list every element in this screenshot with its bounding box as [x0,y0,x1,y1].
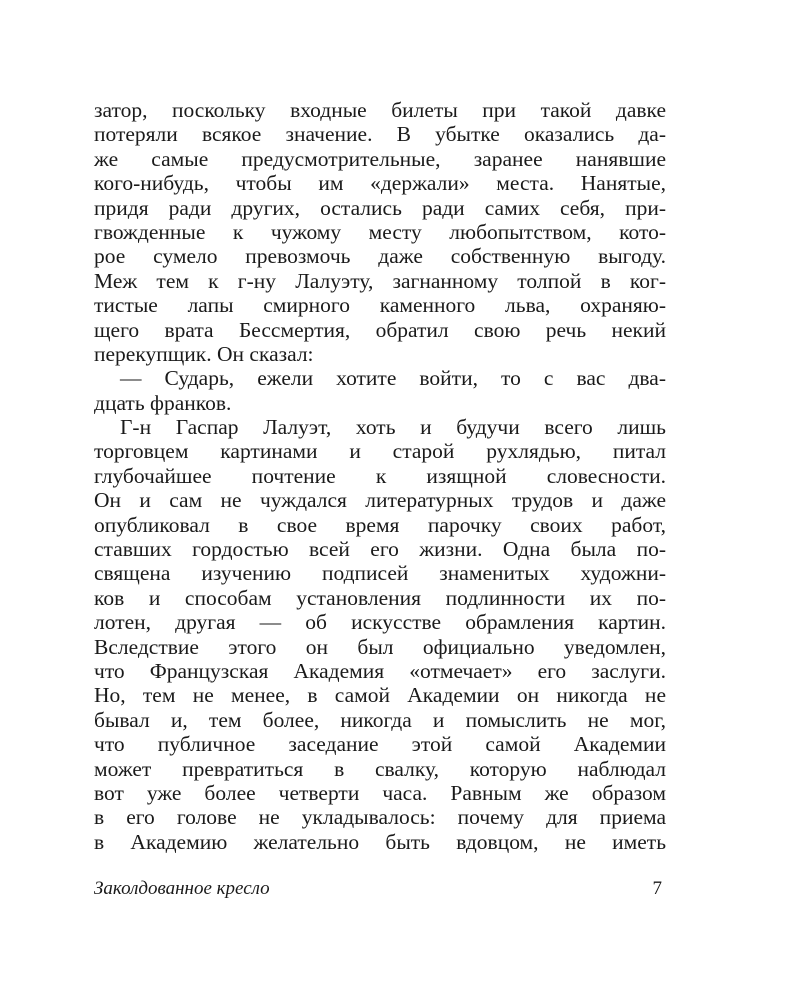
text-line: затор, поскольку входные билеты при такой давке [94,98,666,122]
text-line: Но, тем не менее, в самой Академии он никогда не [94,683,666,708]
text-line: — Сударь, ежели хотите войти, то с вас два- [120,366,666,391]
text-line: дцать франков. [94,390,232,415]
text-line: Меж тем к г-ну Лалуэту, загнанному толпой в ког- [94,268,666,293]
text-line: ков и способам установления подлинности их по- [94,585,666,610]
text-line: тистые лапы смирного каменного льва, охраняю- [94,293,666,318]
text-line: кого-нибудь, чтобы им «держали» места. Нанятые, [94,171,666,196]
text-line: в его голове не укладывалось: почему для приема [94,805,666,830]
running-title: Заколдованное кресло [94,878,270,899]
text-line: Вследствие этого он был официально уведомлен, [94,634,666,659]
text-line: что Французская Академия «отмечает» его заслуги. [94,658,666,683]
text-line: священа изучению подписей знаменитых художни- [94,561,666,586]
text-line: лотен, другая — об искусстве обрамления картин. [94,610,666,635]
text-line: потеряли всякое значение. В убытке оказались да- [94,122,666,147]
text-line: глубочайшее почтение к изящной словесности. [94,463,666,488]
body-text [94,98,666,854]
text-line: ставших гордостью всей его жизни. Одна была по- [94,537,666,562]
text-line: вот уже более четверти часа. Равным же образом [94,780,666,805]
text-line: бывал и, тем более, никогда и помыслить не мог, [94,707,666,732]
text-line: придя ради других, остались ради самих себя, при- [94,195,666,220]
text-line: перекупщик. Он сказал: [94,341,314,366]
text-line: торговцем картинами и старой рухлядью, питал [94,439,666,464]
text-line: рое сумело превозмочь даже собственную выгоду. [94,244,666,269]
text-line: Он и сам не чуждался литературных трудов и даже [94,488,666,513]
text-line: щего врата Бессмертия, обратил свою речь некий [94,317,666,342]
text-line: опубликовал в свое время парочку своих работ, [94,512,666,537]
text-line: Г-н Гаспар Лалуэт, хоть и будучи всего лишь [120,415,666,440]
page-number: 7 [652,878,662,899]
text-line: гвожденные к чужому месту любопытством, кото- [94,219,666,244]
text-line: что публичное заседание этой самой Академии [94,732,666,757]
text-line: же самые предусмотрительные, заранее нанявшие [94,146,666,171]
text-line: в Академию желательно быть вдовцом, не иметь [94,829,666,854]
text-line: может превратиться в свалку, которую наблюдал [94,756,666,781]
page-footer [94,878,666,906]
